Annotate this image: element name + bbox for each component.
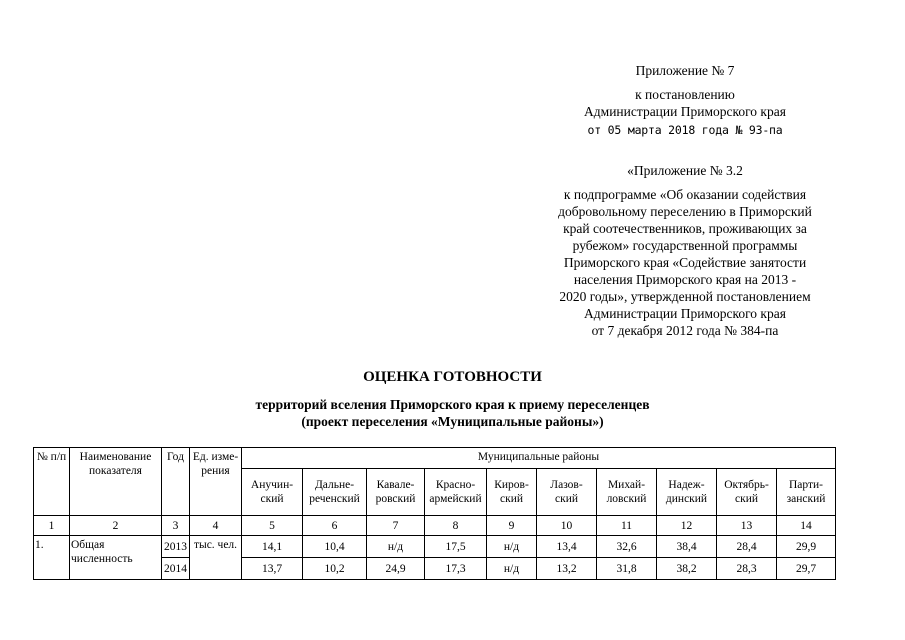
row-indicator-name: Общая численность xyxy=(70,536,162,580)
table-cell-value: 38,2 xyxy=(657,558,717,580)
subprogram-line: рубежом» государственной программы xyxy=(572,238,798,253)
document-subtitle: территорий вселения Приморского края к приему переселенцев xyxy=(255,397,650,412)
header-district: Надеж- динский xyxy=(657,469,717,516)
subprogram-line: к подпрограмме «Об оказании содействия xyxy=(563,187,807,202)
table-cell-value: 10,2 xyxy=(303,558,367,580)
subprogram-line: от 7 декабря 2012 года № 384-па xyxy=(591,323,779,338)
subprogram-line: добровольному переселению в Приморский xyxy=(558,204,812,219)
table-cell-value: 13,2 xyxy=(537,558,597,580)
table-row xyxy=(34,536,836,558)
header-district: Красно- армейский xyxy=(425,469,487,516)
header-district: Кавале- ровский xyxy=(367,469,425,516)
column-number: 4 xyxy=(190,516,242,536)
table-cell-value: н/д xyxy=(487,558,537,580)
subprogram-line: 2020 годы», утвержденной постановлением xyxy=(559,289,811,304)
column-number: 9 xyxy=(487,516,537,536)
table-cell-value: 13,4 xyxy=(537,536,597,558)
table-cell-value: 28,3 xyxy=(717,558,777,580)
appendix-label: Приложение № 7 xyxy=(635,63,735,78)
table-cell-value: 13,7 xyxy=(242,558,303,580)
header-indicator: Наименование показателя xyxy=(70,448,162,516)
subprogram-line: Приморского края «Содействие занятости xyxy=(563,255,807,270)
appendix-3-2-label: «Приложение № 3.2 xyxy=(627,163,743,178)
subprogram-line: Администрации Приморского края xyxy=(584,306,786,321)
header-district: Лазов- ский xyxy=(537,469,597,516)
column-number: 5 xyxy=(242,516,303,536)
header-district: Киров- ский xyxy=(487,469,537,516)
subprogram-line: населения Приморского края на 2013 - xyxy=(573,272,797,287)
table-cell-value: 14,1 xyxy=(242,536,303,558)
administration-label: Администрации Приморского края xyxy=(584,104,786,119)
subprogram-reference xyxy=(520,186,850,339)
table-cell-value: 38,4 xyxy=(657,536,717,558)
table-cell-value: 17,5 xyxy=(425,536,487,558)
header-district: Парти- занский xyxy=(777,469,836,516)
table-cell-value: 31,8 xyxy=(597,558,657,580)
decree-date-number: от 05 марта 2018 года № 93-па xyxy=(587,123,783,137)
header-year: Год xyxy=(162,448,190,516)
column-number: 8 xyxy=(425,516,487,536)
column-number: 3 xyxy=(162,516,190,536)
table-cell-value: 29,9 xyxy=(777,536,836,558)
column-number: 7 xyxy=(367,516,425,536)
column-number: 6 xyxy=(303,516,367,536)
table-cell-value: н/д xyxy=(487,536,537,558)
decree-reference: к постановлению xyxy=(635,87,735,102)
header-district: Октябрь- ский xyxy=(717,469,777,516)
header-districts-group: Муниципальные районы xyxy=(242,448,836,469)
row-year: 2013 xyxy=(162,536,190,558)
document-title: ОЦЕНКА ГОТОВНОСТИ xyxy=(363,369,542,385)
document-subtitle-project: (проект переселения «Муниципальные районы») xyxy=(301,414,604,429)
column-number: 14 xyxy=(777,516,836,536)
header-district: Анучин- ский xyxy=(242,469,303,516)
header-district: Михай- ловский xyxy=(597,469,657,516)
header-unit: Ед. изме- рения xyxy=(190,448,242,516)
table-cell-value: 32,6 xyxy=(597,536,657,558)
column-number: 10 xyxy=(537,516,597,536)
column-number: 13 xyxy=(717,516,777,536)
table-cell-value: 17,3 xyxy=(425,558,487,580)
column-number: 12 xyxy=(657,516,717,536)
table-header-row xyxy=(34,448,836,469)
table-cell-value: 24,9 xyxy=(367,558,425,580)
row-year: 2014 xyxy=(162,558,190,580)
subprogram-line: край соотечественников, проживающих за xyxy=(563,221,807,236)
column-number: 11 xyxy=(597,516,657,536)
table-cell-value: н/д xyxy=(367,536,425,558)
header-district: Дальне- реченский xyxy=(303,469,367,516)
table-column-number-row xyxy=(34,516,836,536)
header-num: № п/п xyxy=(34,448,70,516)
table-cell-value: 29,7 xyxy=(777,558,836,580)
column-number: 2 xyxy=(70,516,162,536)
column-number: 1 xyxy=(34,516,70,536)
readiness-table xyxy=(33,447,836,580)
row-number: 1. xyxy=(34,536,70,580)
table-cell-value: 28,4 xyxy=(717,536,777,558)
table-cell-value: 10,4 xyxy=(303,536,367,558)
row-unit: тыс. чел. xyxy=(190,536,242,580)
